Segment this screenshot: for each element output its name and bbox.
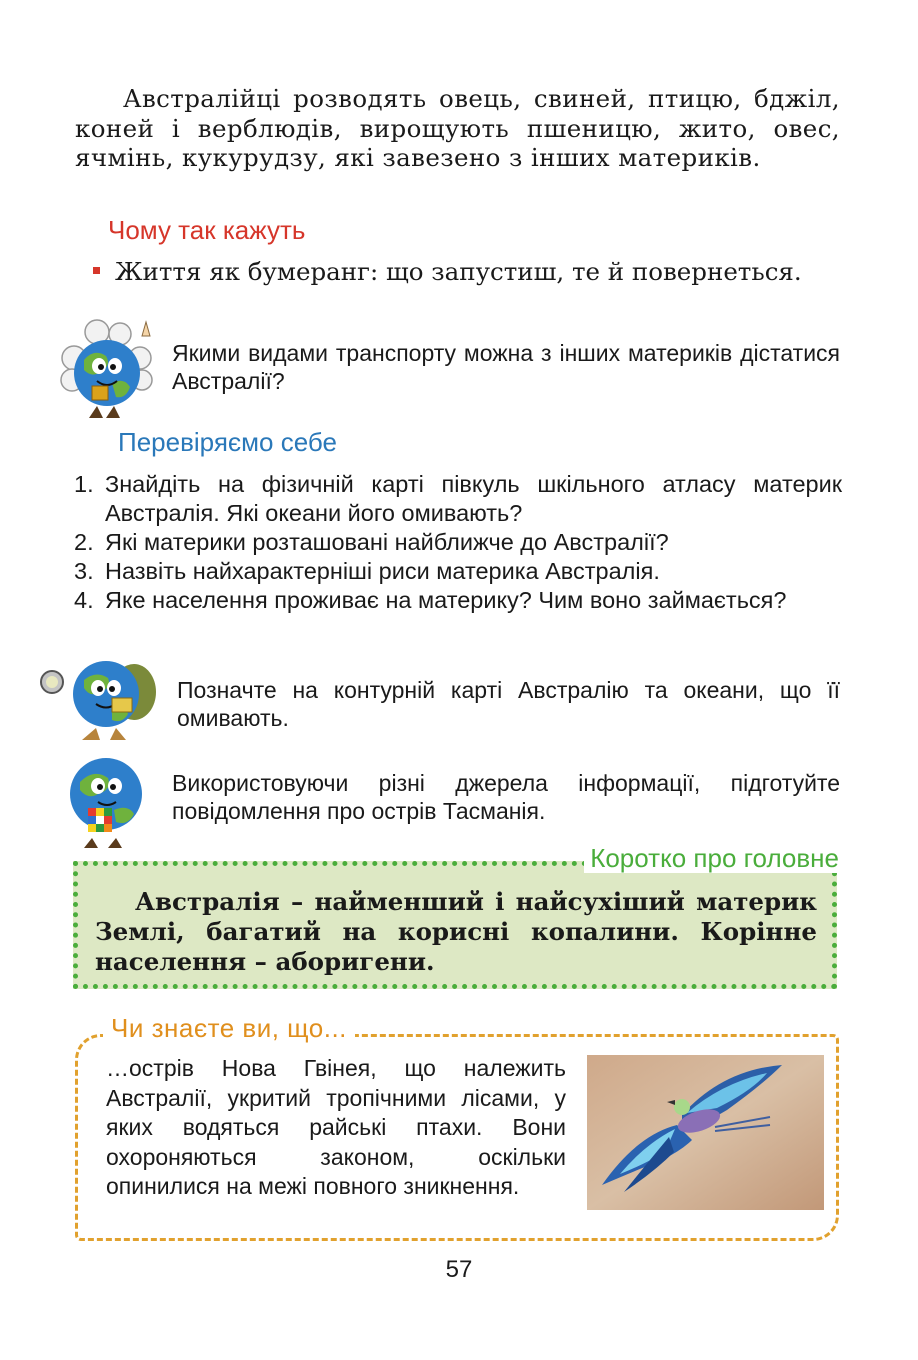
- question-transport: Якими видами транспорту можна з інших материків дістатися Австралії?: [172, 340, 840, 394]
- task-contour-map: Позначте на контурній карті Австралію та океани, що її омивають.: [177, 677, 840, 731]
- check-list: [74, 470, 842, 615]
- task-tasmania-report: Використовуючи різні джерела інформації, підготуйте повідомлення про острів Тасманія.: [172, 770, 840, 824]
- intro-paragraph: Австралійці розводять овець, свиней, птицю, бджіл, коней і верблюдів, вирощують пшеницю, жито, овес, ячмінь, кукурудзу, які завезено з інших материків.: [75, 84, 840, 172]
- page-number: 57: [445, 1256, 473, 1283]
- proverb-heading: Чому так кажуть: [108, 215, 306, 245]
- summary-title: Коротко про головне: [584, 843, 845, 873]
- globe-rubik-icon: [58, 752, 154, 850]
- item-number: 1.: [74, 471, 94, 497]
- item-number: 4.: [74, 587, 94, 613]
- did-you-know-title: Чи знаєте ви, що...: [103, 1013, 355, 1043]
- item-number: 3.: [74, 558, 94, 584]
- list-item: [74, 586, 842, 615]
- item-text: Які материки розташовані найближче до Австралії?: [105, 529, 669, 555]
- globe-explorer-icon: [38, 652, 164, 746]
- list-item: [74, 557, 842, 586]
- globe-professor-icon: [52, 318, 164, 422]
- item-text: Яке населення проживає на материку? Чим воно займається?: [105, 587, 787, 613]
- item-number: 2.: [74, 529, 94, 555]
- item-text: Знайдіть на фізичній карті півкуль шкільного атласу материк Австралія. Які океани його омивають?: [105, 471, 842, 526]
- proverb-item: [93, 257, 841, 286]
- bird-photo: [587, 1055, 824, 1210]
- check-heading: Перевіряємо себе: [118, 427, 337, 457]
- bullet-marker: [93, 267, 100, 274]
- list-item: [74, 528, 842, 557]
- summary-text: Австралія – найменший і найсухіший материк Землі, багатий на корисні копалини. Корінне населення – аборигени.: [95, 887, 817, 976]
- item-text: Назвіть найхарактерніші риси материка Австралія.: [105, 558, 660, 584]
- did-you-know-text: …острів Нова Гвінея, що належить Австралії, укритий тропічними лісами, у яких водяться райські птахи. Вони охороняються законом, оскільки опинилися на межі повного зникнення.: [106, 1055, 566, 1199]
- list-item: [74, 470, 842, 528]
- proverb-text: Життя як бумеранг: що запустиш, те й повернеться.: [115, 257, 802, 286]
